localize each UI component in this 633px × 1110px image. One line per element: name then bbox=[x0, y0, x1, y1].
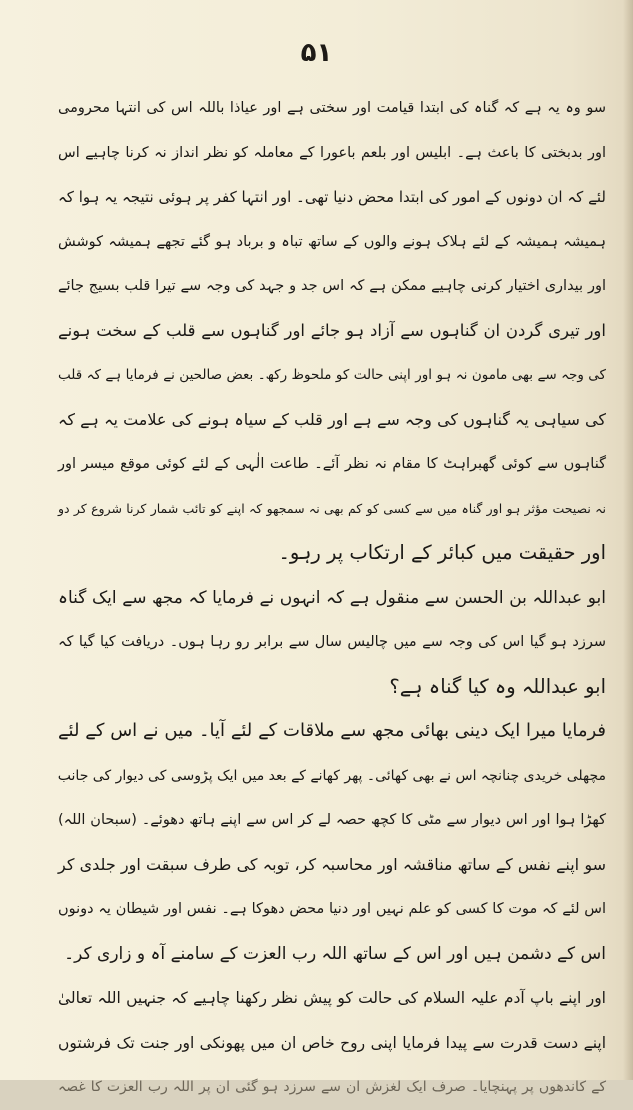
text-line: اور اپنے باپ آدم علیہ السلام کی حالت کو پیش نظر رکھنا چاہیے کہ جنہیں اللہ تعالیٰ bbox=[58, 989, 606, 1007]
text-line: کھڑا ہوا اور اس دیوار سے مٹی کا کچھ حصہ لے کر اس سے اپنے ہاتھ دھوئے۔ (سبحان اللہ) bbox=[58, 812, 606, 828]
page-edge-shadow bbox=[623, 0, 633, 1080]
text-line: کی وجہ سے بھی مامون نہ ہو اور اپنی حالت کو ملحوظ رکھ۔ بعض صالحین نے فرمایا ہے کہ قلب bbox=[58, 367, 606, 383]
text-line: سو وہ یہ ہے کہ گناہ کی ابتدا قیامت اور سختی ہے اور عیاذا باللہ اس کی انتہا محرومی bbox=[58, 100, 606, 116]
text-line: سو اپنے نفس کے ساتھ مناقشہ اور محاسبہ کر، توبہ کی طرف سبقت اور جلدی کر bbox=[58, 854, 606, 874]
paragraph-5 bbox=[58, 976, 606, 1110]
text-line: ابو عبداللہ وہ کیا گناہ ہے؟ bbox=[389, 674, 606, 698]
paragraph-3 bbox=[58, 709, 606, 843]
text-line: نہ نصیحت مؤثر ہو اور گناہ میں سے کسی کو کم بھی نہ سمجھو کہ اپنے کو تائب شمار کرنا شروع کر دو bbox=[58, 500, 606, 516]
text-line: اور تیری گردن ان گناہوں سے آزاد ہو جائے اور گناہوں سے قلب کے سخت ہونے bbox=[58, 320, 606, 340]
paragraph-4 bbox=[58, 843, 606, 977]
text-line: سرزد ہو گیا اس کی وجہ سے میں چالیس سال سے برابر رو رہا ہوں۔ دریافت کیا گیا کہ bbox=[58, 634, 606, 650]
text-line: لئے کہ ان دونوں کے امور کی ابتدا محض دنیا تھی۔ اور انتہا کفر پر ہوئی نتیجہ یہ ہوا کہ bbox=[58, 188, 606, 206]
paragraph-2 bbox=[58, 576, 606, 710]
page-number: ۵۱ bbox=[300, 38, 333, 68]
text-line: اس لئے کہ موت کا کسی کو علم نہیں اور دنیا محض دھوکا ہے۔ نفس اور شیطان یہ دونوں bbox=[58, 901, 606, 917]
text-line: اور بیداری اختیار کرنی چاہیے ممکن ہے کہ اس جد و جہد کی وجہ سے تیرا قلب بسیج جائے bbox=[58, 278, 606, 294]
text-line: کے کاندھوں پر پہنچایا۔ صرف ایک لغزش ان سے سرزد ہو گئی ان پر اللہ رب العزت کا غصہ bbox=[58, 1079, 606, 1095]
paragraph-1 bbox=[58, 86, 606, 576]
text-line: اور بدبختی کا باعث ہے۔ ابلیس اور بلعم باعورا کے معاملہ کو نظر انداز نہ کرنا چاہیے اس bbox=[58, 144, 606, 161]
text-line: گناہوں سے کوئی گھبراہٹ کا مقام نہ نظر آئے۔ طاعت الٰہی کے لئے کوئی موقع میسر اور bbox=[58, 456, 606, 472]
text-line: کی سیاہی یہ گناہوں کی وجہ سے ہے اور قلب کے سیاہ ہونے کی علامت یہ ہے کہ bbox=[58, 409, 606, 429]
text-line: مچھلی خریدی چنانچہ اس نے بھی کھائی۔ پھر کھانے کے بعد میں ایک پڑوسی کی دیوار کی جانب bbox=[57, 767, 606, 784]
page-body bbox=[58, 86, 606, 1110]
text-line: ابو عبداللہ بن الحسن سے منقول ہے کہ انہوں نے فرمایا کہ مجھ سے ایک گناہ bbox=[58, 587, 606, 608]
text-line: اور حقیقت میں کبائر کے ارتکاب پر رہو۔ bbox=[278, 541, 606, 564]
text-line: فرمایا میرا ایک دینی بھائی مجھ سے ملاقات کے لئے آیا۔ میں نے اس کے لئے bbox=[58, 720, 606, 741]
text-line: ہمیشہ ہمیشہ کے لئے ہلاک ہونے والوں کے ساتھ تباہ و برباد ہو گئے تجھے ہمیشہ کوشش bbox=[58, 233, 606, 250]
text-line: اپنے دست قدرت سے پیدا فرمایا اپنی روح خاص ان میں پھونکی اور جنت تک فرشتوں bbox=[58, 1033, 606, 1052]
text-line: اس کے دشمن ہیں اور اس کے ساتھ اللہ رب العزت کے سامنے آہ و زاری کر۔ bbox=[64, 943, 606, 964]
